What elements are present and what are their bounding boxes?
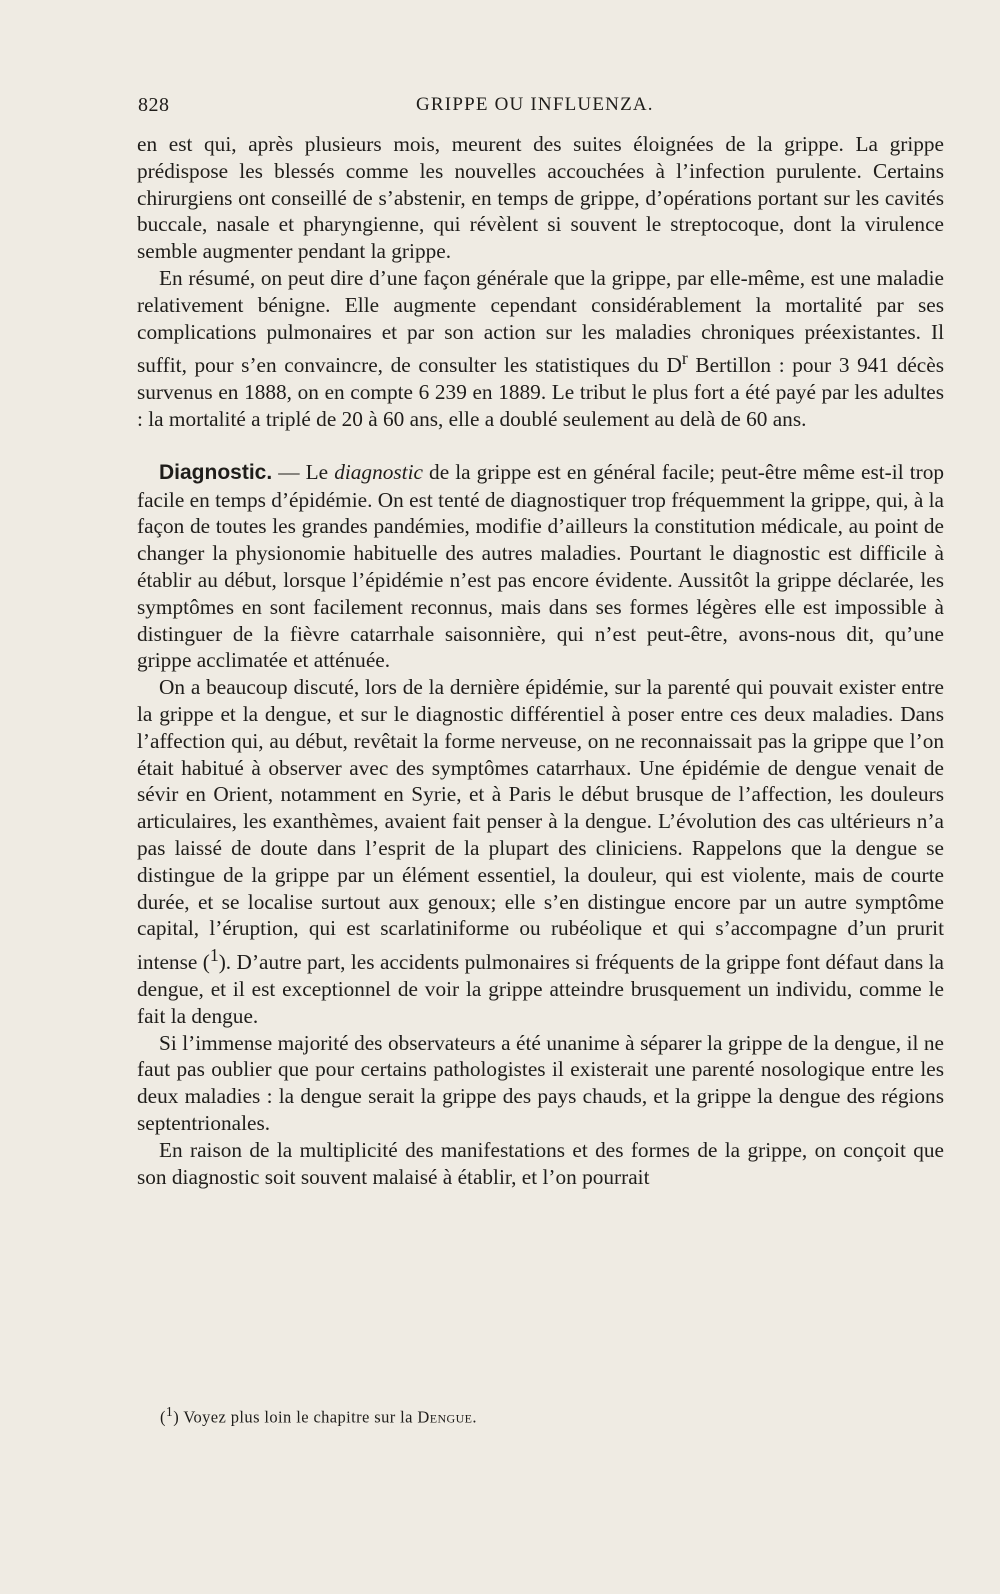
paragraph-text: ). D’autre part, les accidents pulmonaires si fréquents de la grippe font défaut dans la dengue, et il est exceptionnel de voir la grippe atteindre brusquement un individu, comme le fait la dengue. (137, 950, 944, 1028)
heading-dash: — Le (272, 459, 335, 484)
paragraph: en est qui, après plusieurs mois, meurent des suites éloignées de la grippe. La grippe prédispose les blessés comme les nouvelles accouchées à l’infection purulente. Certains chirurgiens ont conseillé de s’abstenir, en temps de grippe, d’opérations portant sur les cavités buccale, nasale et pharyngienne, qui révèlent si souvent le streptocoque, dont la virulence semble augmenter pendant la grippe. (137, 132, 944, 264)
paragraph (137, 674, 944, 1029)
footnote: ($^1$) Voyez plus loin le chapitre sur la Dengue. (160, 1404, 477, 1427)
paragraph-text: On a beaucoup discuté, lors de la dernière épidémie, sur la parenté qui pouvait exister entre la grippe et la dengue, et sur le diagnostic différentiel à poser entre ces deux maladies. Dans l’affection qui, au début, revêtait la forme nerveuse, on ne reconnaissait pas la grippe que l’on était habitué à observer avec des symptômes catarrhaux. Une épidémie de dengue venait de sévir en Orient, notamment en Syrie, et à Paris le début brusque de l’affection, les douleurs articulaires, les exanthèmes, avaient fait penser à la dengue. L’évolution des cas ultérieurs n’a pas laissé de doute dans l’esprit de la plupart des cliniciens. Rappelons que la dengue se distingue de la grippe par un élément essentiel, la douleur, qui est violente, mais de courte durée, et se localise surtout aux genoux; elle s’en distingue encore par un autre symptôme capital, l’éruption, qui est scarlatiniforme ou rubéolique et qui s’accompagne d’un prurit intense ( (137, 675, 944, 975)
paragraph-text: de la grippe est en général facile; peut-être même est-il trop facile en temps d’épidémie. On est tenté de diagnostiquer trop fréquemment la grippe, qui, à la façon de toutes les grandes pandémies, modifie d’ailleurs la constitution médicale, au point de changer la physionomie habituelle des autres maladies. Pourtant le diagnostic est difficile à établir au début, lorsque l’épidémie n’est pas encore évidente. Aussitôt la grippe déclarée, les symptômes en sont facilement reconnus, mais dans ses formes légères elle est impossible à distinguer de la fièvre catarrhale saisonnière, qui n’est peut-être, avons-nous dit, qu’une grippe acclimatée et atténuée. (137, 459, 945, 673)
paragraph: En raison de la multiplicité des manifestations et des formes de la grippe, on conçoit que son diagnostic soit souvent malaisé à établir, et l’on pourrait (137, 1137, 944, 1189)
footnote-marker: 1 (165, 1404, 174, 1419)
paragraph: Si l’immense majorité des observateurs a été unanime à séparer la grippe de la dengue, il ne faut pas oublier que pour certains pathologistes il existerait une parenté nosologique entre les deux maladies : la dengue serait la grippe des pays chauds, et la grippe la dengue des régions septentrionales. (137, 1030, 944, 1136)
paragraph-text: En résumé, on peut dire d’une façon générale que la grippe, par elle-même, est une maladie relativement bénigne. Elle augmente cependant considérablement la mortalité par ses complications pulmonaires et par son action sur les maladies chroniques préexistantes. Il suffit, pour s’en convaincre, de consulter les statistiques du D (137, 265, 944, 378)
superscript: r (681, 348, 688, 369)
body-text (137, 131, 944, 1190)
footnote-text: Voyez plus loin le chapitre sur la (179, 1407, 418, 1427)
paragraph (137, 265, 944, 433)
italic-term: diagnostic (334, 459, 423, 484)
footnote-ref: Dengue. (417, 1407, 477, 1427)
footnote-reference[interactable]: 1 (209, 945, 219, 966)
diagnostic-paragraph (137, 459, 944, 674)
page-header (138, 94, 943, 124)
section-heading: Diagnostic. (159, 460, 273, 484)
running-title: GRIPPE OU INFLUENZA. (416, 94, 654, 115)
page-number: 828 (138, 94, 170, 116)
paragraph-text: Bertillon : pour 3 941 décès survenus en 1888, on en compte 6 239 en 1889. Le tribut le plus fort a été payé par les adultes : la mortalité a triplé de 20 à 60 ans, elle a doublé seulement au delà de 60 ans. (137, 353, 944, 432)
